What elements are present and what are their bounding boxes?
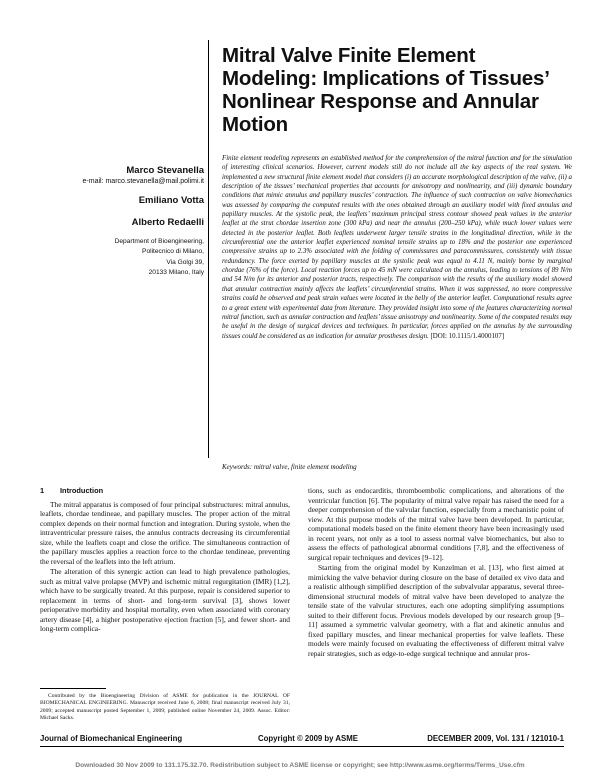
affiliation-line: Department of Bioengineering, [114, 238, 204, 245]
body-column-right [308, 486, 564, 658]
section-number: 1 [40, 486, 45, 495]
author-name: Marco Stevanella [126, 165, 204, 176]
author-email: e-mail: marco.stevanella@mail.polimi.it [82, 178, 204, 185]
footnote: Contributed by the Bioengineering Division of ASME for publication in the JOURNAL OF BIOMECHANICAL ENGINEERING. Manuscript received June 6, 2008; final manuscript received July 31, 2009; accepted manuscript posted September 1, 2009; published online November 24, 2009. Assoc. Editor: Michael Sacks. [40, 693, 290, 722]
copyright: Copyright © 2009 by ASME [258, 734, 358, 743]
issue-info: DECEMBER 2009, Vol. 131 / 121010-1 [427, 734, 564, 743]
doi: [DOI: 10.1115/1.4000107] [430, 332, 505, 340]
paper-title: Mitral Valve Finite Element Modeling: Implications of Tissues’ Nonlinear Response and Annular Motion [222, 44, 549, 136]
journal-name: Journal of Biomechanical Engineering [40, 734, 183, 743]
affiliation [12, 237, 204, 279]
footer-rule [40, 746, 564, 747]
author-block [12, 165, 204, 279]
header-vertical-rule [208, 40, 209, 458]
affiliation-line: Politecnico di Milano, [142, 248, 204, 256]
body-column-left [40, 486, 290, 634]
page-footer [40, 732, 564, 746]
paragraph: The alteration of this synergic action can lead to high prevalence pathologies, such as mitral valve prolapse (MVP) and ischemic mitral regurgitation (IMR) [1,2], which have to be surgically treated. At this purpose, repair is considered superior to replacement in terms of short- and long-term survival [3], shows lower perioperative morbidity and hospital mortality, even when associated with coronary artery disease [4], a higher postoperative ejection fraction [5], and fewer short- and long-term complica- [40, 567, 290, 633]
section-heading [40, 486, 290, 496]
author-name: Emiliano Votta [138, 195, 204, 206]
abstract-text: Finite element modeling represents an established method for the comprehension of the mitral function and for the simulation of interesting clinical scenarios. However, current models still do not include all the key aspects of the real system. We implemented a new structural finite element model that considers (i) an accurate morphological description of the valve, (ii) a description of the tissues’ mechanical properties that accounts for anisotropy and nonlinearity, and (iii) dynamic boundary conditions that mimic annulus and papillary muscles’ contraction. The influence of such contraction on valve biomechanics was assessed by comparing the computed results with the ones obtained through an auxiliary model with fixed annulus and papillary muscles. At the systolic peak, the leaflets’ maximum principal stress contour showed peak values in the anterior leaflet at the strut chordae insertion zone (300 kPa) and near the annulus (200–250 kPa), while much lower values were detected in the posterior leaflet. Both leaflets underwent larger tensile strains in the longitudinal direction, while in the circumferential one the anterior leaflet experienced nominal tensile strains up to 18% and the posterior one experienced compressive strains up to 2.3% associated with the folding of commissures and paracommissures, consistently with tissue redundancy. The force exerted by papillary muscles at the systolic peak was equal to 4.11 N, mainly borne by marginal chordae (76% of the force). Local reaction forces up to 45 mN were calculated on the annulus, leading to tensions of 89 N/m and 54 N/m for its anterior and posterior tracts, respectively. The comparison with the results of the auxiliary model showed that annular contraction mainly affects the leaflets’ circumferential strains. When it was suppressed, no more compressive strains could be observed and peak strain values were located in the belly of the anterior leaflet. Computational results agree to a great extent with experimental data from literature. They provided insight into some of the features characterizing normal mitral function, such as annular contraction and leaflets’ tissue anisotropy and nonlinearity. Some of the computed results may be useful in the design of surgical devices and techniques. In particular, forces applied on the annulus by the surrounding tissues could be considered as an indication for annular prostheses design. [222, 155, 572, 340]
paragraph: The mitral apparatus is composed of four principal substructures: mitral annulus, leaflets, chordae tendineae, and papillary muscles. The proper action of the mitral complex depends on their normal function and integration. During systole, when the intraventricular pressure raises, the annulus contracts decreasing its circumferential size, while the leaflets coapt and close the orifice. The simultaneous contraction of the papillary muscles applies a reaction force to the chordae tendineae, preventing the reversal of the leaflets into the left atrium. [40, 499, 290, 566]
author-name: Alberto Redaelli [131, 217, 204, 228]
paragraph: Starting from the original model by Kunzelman et al. [13], who first aimed at mimicking the valve behavior during closure on the base of detailed ex vivo data and a realistic although simplified description of the subvalvular apparatus, several three-dimensional structural models of mitral valve have been developed to analyze the tensile state of the valvular structures, each one adopting simplifying assumptions suited to their different focus. Previous models developed by our research group [9–11] assumed a symmetric valvular geometry, with a flat and akinetic annulus and fixed papillary muscles, and linear mechanical properties for valve leaflets. These models were mainly focused on evaluating the effectiveness of different mitral valve repair strategies, such as edge-to-edge surgical technique and annular pros- [308, 563, 564, 658]
paragraph: tions, such as endocarditis, thromboembolic complications, and alterations of the ventricular function [6]. The popularity of mitral valve repair has raised the need for a deeper comprehension of the valvular function, especially from a mechanistic point of view. At this purpose models of the mitral valve have been developed. In particular, computational models based on the finite element theory have been increasingly used in recent years, not only as a tool to assess normal valve biomechanics, but also to assess the effects of pathological abnormal conditions [7,8], and the effectiveness of surgical repair techniques and devices [9–12]. [308, 486, 564, 562]
section-title: Introduction [60, 486, 104, 495]
affiliation-line: Via Golgi 39, [166, 258, 204, 266]
download-notice: Downloaded 30 Nov 2009 to 131.175.32.70. Redistribution subject to ASME license or copyright; see http://www.asme.org/terms/Terms_Use.cfm [75, 762, 525, 769]
affiliation-line: 20133 Milano, Italy [148, 269, 204, 277]
keywords: Keywords: mitral valve, finite element modeling [222, 463, 357, 471]
footnote-rule [40, 688, 106, 689]
abstract [222, 154, 572, 341]
